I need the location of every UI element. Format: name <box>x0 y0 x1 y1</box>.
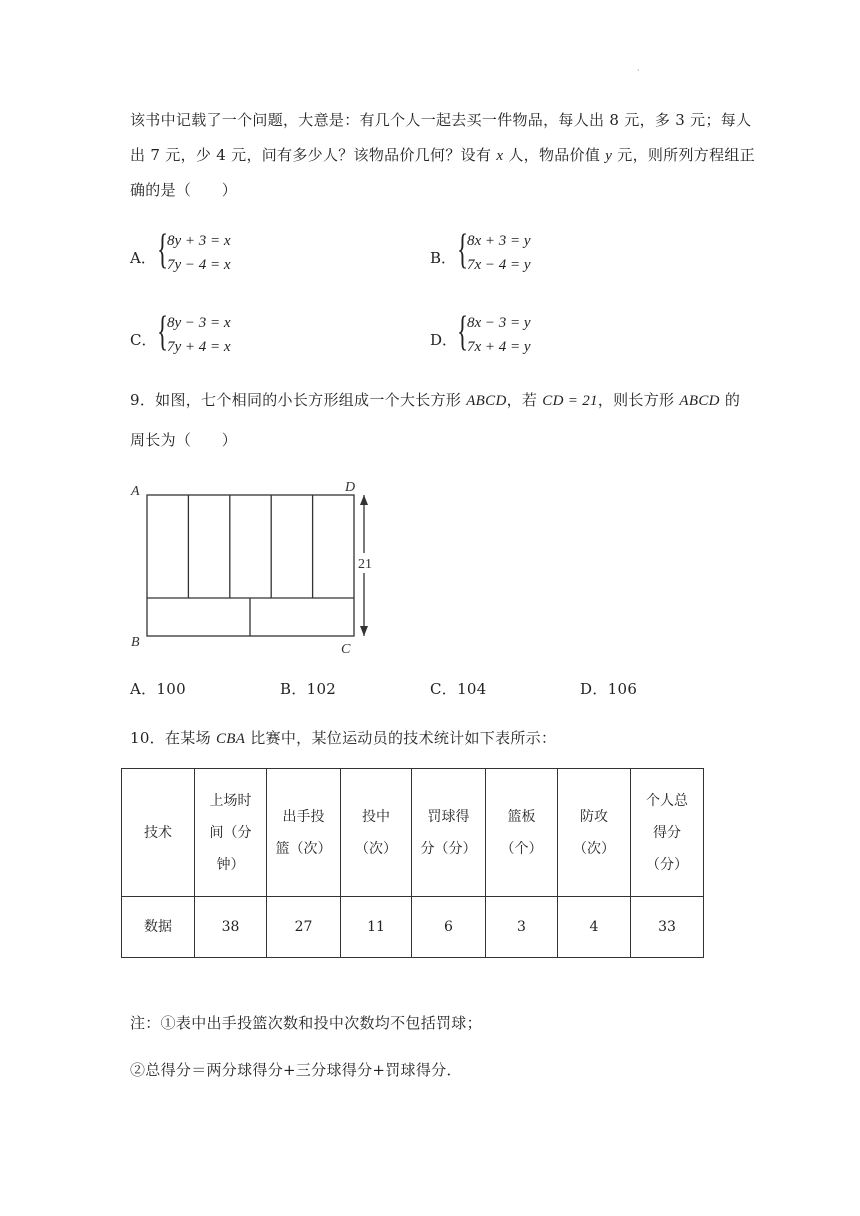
table-cell: 3 <box>486 897 558 958</box>
q8-option-a-label: A． <box>130 249 156 267</box>
table-row <box>122 897 704 958</box>
label-c: C <box>341 642 351 657</box>
label-a: A <box>131 484 140 499</box>
q9-option-d: D．106 <box>580 680 638 698</box>
q8-stem-line2: 出 7 元，少 4 元，问有多少人？该物品价几何？设有 x 人，物品价值 y 元，则所列方程组正 <box>130 146 755 164</box>
label-d: D <box>345 480 356 495</box>
table-cell: 11 <box>341 897 412 958</box>
page-marker-dot: · <box>637 66 640 75</box>
stats-table <box>121 768 704 958</box>
table-header-cell: 防攻 （次） <box>558 769 631 897</box>
q9-option-b: B．102 <box>280 680 337 698</box>
table-header-row <box>122 769 704 897</box>
q9-stem-line2: 周长为（ ） <box>130 431 238 449</box>
q9-stem-line1: 9．如图，七个相同的小长方形组成一个大长方形 ABCD，若 CD = 21，则长方形 ABCD 的 <box>130 391 741 409</box>
q10-note1: 注：①表中出手投篮次数和投中次数均不包括罚球； <box>130 1014 482 1032</box>
q9-rectangle-figure <box>125 475 395 660</box>
q9-option-c: C．104 <box>430 680 487 698</box>
table-cell: 27 <box>267 897 341 958</box>
table-header-cell: 罚球得 分（分） <box>412 769 486 897</box>
arrow-down-icon <box>360 626 368 636</box>
table-header-cell: 出手投 篮（次） <box>267 769 341 897</box>
dimension-label: 21 <box>358 557 372 572</box>
arrow-up-icon <box>360 495 368 505</box>
q8-option-c-label: C． <box>130 331 157 349</box>
table-cell: 4 <box>558 897 631 958</box>
table-cell: 6 <box>412 897 486 958</box>
table-cell: 33 <box>631 897 704 958</box>
q8-stem-line1: 该书中记载了一个问题，大意是：有几个人一起去买一件物品，每人出 8 元，多 3 元；每人 <box>130 111 752 129</box>
q8-option-b-label: B． <box>430 249 457 267</box>
q8-stem-line3: 确的是（ ） <box>130 181 238 199</box>
table-cell: 38 <box>195 897 267 958</box>
q10-note2: ②总得分＝两分球得分+三分球得分+罚球得分． <box>130 1061 462 1079</box>
table-header-cell: 投中 （次） <box>341 769 412 897</box>
q10-stem: 10．在某场 CBA 比赛中，某位运动员的技术统计如下表所示： <box>130 729 557 747</box>
table-header-cell: 个人总 得分 （分） <box>631 769 704 897</box>
q9-option-a: A．100 <box>130 680 186 698</box>
table-row-label: 数据 <box>122 897 195 958</box>
table-header-cell: 篮板 （个） <box>486 769 558 897</box>
label-b: B <box>131 635 140 650</box>
table-header-cell: 上场时 间（分 钟） <box>195 769 267 897</box>
table-header-cell: 技术 <box>122 769 195 897</box>
q8-option-d-label: D． <box>430 331 458 349</box>
